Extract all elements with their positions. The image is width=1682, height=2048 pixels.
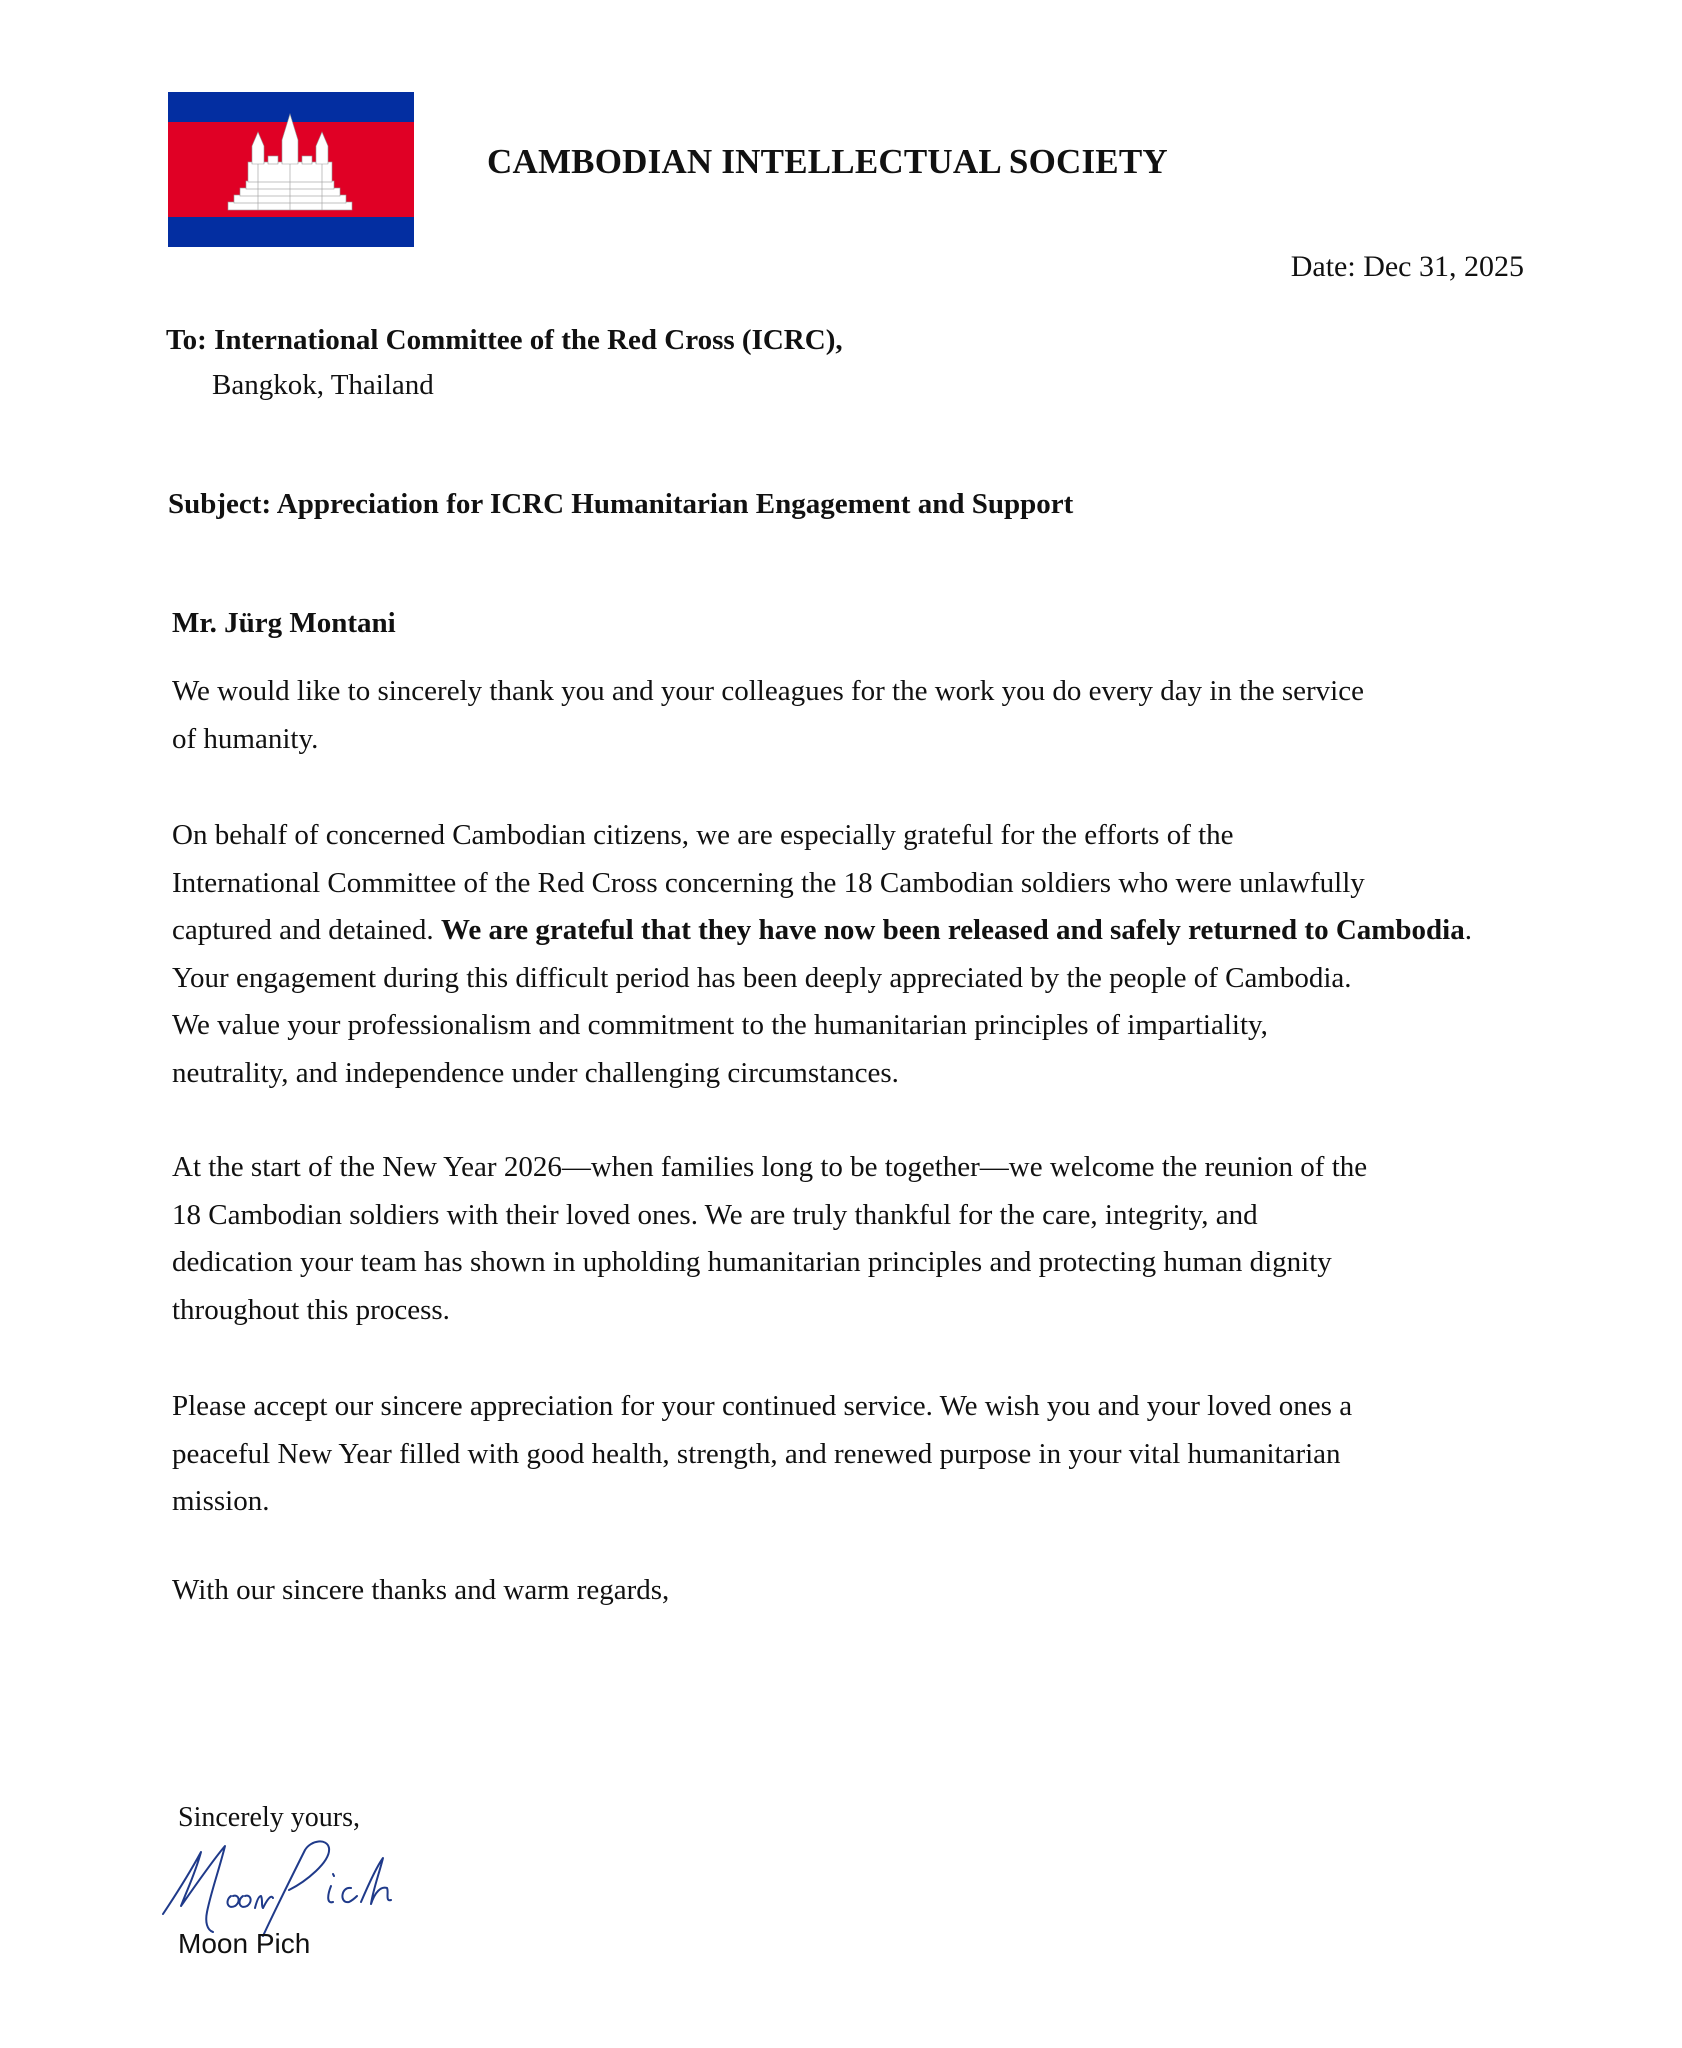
recipient-location: Bangkok, Thailand — [212, 369, 434, 401]
signer-name: Moon Pich — [178, 1928, 311, 1959]
paragraph-line: Please accept our sincere appreciation for your continued service. We wish you and your loved ones a — [172, 1390, 1353, 1422]
paragraph-thanks — [172, 668, 1532, 763]
closing-line: With our sincere thanks and warm regards, — [172, 1574, 670, 1606]
paragraph-wishes — [172, 1383, 1532, 1526]
paragraph-new-year — [172, 1144, 1532, 1334]
paragraph-line: throughout this process. — [172, 1293, 450, 1326]
paragraph-line: Your engagement during this difficult period has been deeply appreciated by the people of Cambodia. — [172, 961, 1352, 994]
paragraph-line — [172, 907, 1532, 955]
handwritten-signature-icon — [155, 1830, 435, 1940]
paragraph-line: peaceful New Year filled with good health, strength, and renewed purpose in your vital humanitarian — [172, 1437, 1341, 1470]
paragraph-line: On behalf of concerned Cambodian citizens, we are especially grateful for the efforts of the — [172, 819, 1234, 851]
organization-title: CAMBODIAN INTELLECTUAL SOCIETY — [487, 142, 1168, 181]
letter-date: Date: Dec 31, 2025 — [1290, 250, 1524, 283]
paragraph-line: At the start of the New Year 2026—when families long to be together—we welcome the reunion of the — [172, 1151, 1368, 1183]
recipient-line: To: International Committee of the Red Cross (ICRC), — [166, 324, 843, 356]
paragraph-gratitude — [172, 812, 1532, 1098]
paragraph-line: neutrality, and independence under challenging circumstances. — [172, 1056, 899, 1089]
paragraph-line: International Committee of the Red Cross concerning the 18 Cambodian soldiers who were unlawfully — [172, 866, 1365, 899]
paragraph-line: mission. — [172, 1485, 270, 1518]
paragraph-line: We value your professionalism and commitment to the humanitarian principles of impartiality, — [172, 1009, 1268, 1042]
paragraph-line: 18 Cambodian soldiers with their loved ones. We are truly thankful for the care, integrity, and — [172, 1198, 1258, 1231]
text-plain: . — [1464, 914, 1472, 947]
cambodia-flag-icon — [168, 92, 414, 247]
text-emphasis: We are grateful that they have now been released and safely returned to Cambodia — [440, 914, 1465, 947]
salutation: Mr. Jürg Montani — [172, 607, 396, 639]
subject-line: Subject: Appreciation for ICRC Humanitarian Engagement and Support — [168, 488, 1074, 520]
signoff-text: Sincerely yours, — [178, 1802, 360, 1833]
paragraph-line: of humanity. — [172, 722, 319, 755]
paragraph-line: dedication your team has shown in upholding humanitarian principles and protecting human dignity — [172, 1246, 1332, 1279]
text-plain: captured and detained. — [172, 914, 441, 947]
paragraph-line: We would like to sincerely thank you and your colleagues for the work you do every day in the service — [172, 675, 1364, 707]
